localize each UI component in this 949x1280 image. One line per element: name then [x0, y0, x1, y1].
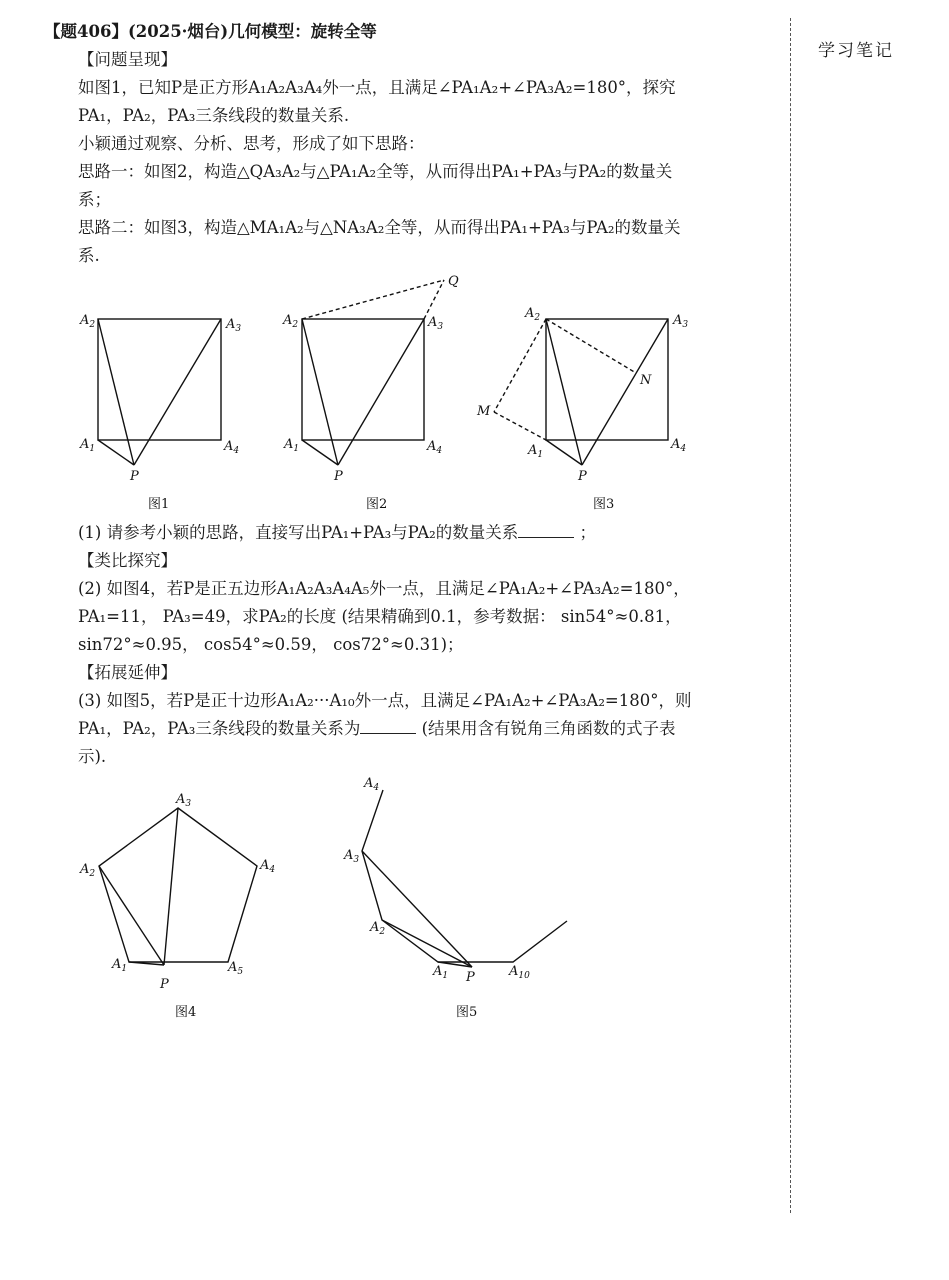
fig3-label-n: N: [640, 373, 652, 388]
fig3-caption: 图3: [593, 497, 615, 510]
fig4-label-a4: $A_4$: [260, 858, 276, 875]
question-2-line-2: PA₁=11， PA₃=49，求PA₂的长度 (结果精确到0.1，参考数据： sin54°≈0.81，: [78, 607, 682, 626]
answer-blank-1[interactable]: [518, 521, 574, 538]
fig1-label-p: P: [130, 469, 139, 484]
fig4-label-a3: $A_3$: [176, 792, 192, 809]
fig5-label-p: P: [466, 970, 475, 985]
fig4-label-a1: $A_1$: [112, 957, 128, 974]
fig5-label-a4: $A_4$: [364, 776, 380, 793]
fig2-label-p: P: [334, 469, 343, 484]
figures-4-5: [0, 775, 949, 1035]
section-heading-extension: 【拓展延伸】: [78, 663, 177, 682]
problem-statement: [78, 46, 778, 270]
figure-1: [98, 319, 221, 465]
figures-1-3: [0, 270, 949, 510]
fig5-label-a2: $A_2$: [370, 920, 386, 937]
fig2-label-q: Q: [448, 274, 459, 289]
fig4-label-p: P: [160, 977, 169, 992]
problem-line-3: 小颖通过观察、分析、思考，形成了如下思路：: [78, 134, 425, 153]
question-3-line-3: 示).: [78, 747, 107, 766]
fig1-caption: 图1: [148, 497, 170, 510]
answer-blank-3[interactable]: [360, 717, 416, 734]
question-2-line-3: sin72°≈0.95， cos54°≈0.59， cos72°≈0.31)；: [78, 635, 464, 654]
fig3-label-m: M: [477, 404, 491, 419]
fig4-label-a2: $A_2$: [80, 862, 96, 879]
fig4-label-a5: $A_5$: [228, 960, 244, 977]
fig2-caption: 图2: [366, 497, 388, 510]
fig2-label-a1: $A_1$: [284, 437, 300, 454]
fig5-caption: 图5: [456, 1005, 478, 1020]
questions: [78, 519, 778, 771]
fig3-label-p: P: [578, 469, 587, 484]
question-2-line-1: (2) 如图4，若P是正五边形A₁A₂A₃A₄A₅外一点，且满足∠PA₁A₂+∠PA₃A₂=180°，: [78, 579, 690, 598]
fig3-label-a4: $A_4$: [671, 437, 687, 454]
fig2-label-a2: $A_2$: [283, 313, 299, 330]
fig5-label-a1: $A_1$: [433, 964, 449, 981]
fig1-label-a4: $A_4$: [224, 439, 240, 456]
section-heading-analogy: 【类比探究】: [78, 551, 177, 570]
figure-5: [362, 790, 567, 967]
notes-title: 学习笔记: [818, 41, 894, 61]
idea-two-line-1: 思路二：如图3，构造△MA₁A₂与△NA₃A₂全等，从而得出PA₁+PA₃与PA₂的数量关: [78, 218, 681, 237]
problem-line-2: PA₁，PA₂，PA₃三条线段的数量关系.: [78, 106, 350, 125]
question-3-line-2: PA₁，PA₂，PA₃三条线段的数量关系为 (结果用含有锐角三角函数的式子表: [78, 719, 676, 738]
fig3-label-a1: $A_1$: [528, 443, 544, 460]
fig1-label-a2: $A_2$: [80, 313, 96, 330]
problem-line-1: 如图1，已知P是正方形A₁A₂A₃A₄外一点，且满足∠PA₁A₂+∠PA₃A₂=180°，探究: [78, 78, 676, 97]
fig4-caption: 图4: [175, 1005, 197, 1020]
figure-2: [302, 280, 444, 465]
fig3-label-a3: $A_3$: [673, 313, 689, 330]
question-tag: 【题406】: [44, 22, 128, 41]
idea-two-line-2: 系.: [78, 246, 100, 265]
figure-4: [99, 808, 257, 965]
fig2-label-a4: $A_4$: [427, 439, 443, 456]
question-topic: 几何模型：旋转全等: [228, 22, 377, 41]
fig3-label-a2: $A_2$: [525, 306, 541, 323]
fig5-label-a10: $A_{10}$: [509, 964, 530, 981]
section-heading-problem: 【问题呈现】: [78, 50, 177, 69]
question-header: [44, 18, 377, 42]
figure-3: [494, 319, 668, 465]
question-source: (2025·烟台): [127, 22, 229, 41]
idea-one-line-1: 思路一：如图2，构造△QA₃A₂与△PA₁A₂全等，从而得出PA₁+PA₃与PA₂的数量关: [78, 162, 673, 181]
question-3-line-1: (3) 如图5，若P是正十边形A₁A₂···A₁₀外一点，且满足∠PA₁A₂+∠PA₃A₂=180°，则: [78, 691, 692, 710]
fig5-label-a3: $A_3$: [344, 848, 360, 865]
fig2-label-a3: $A_3$: [428, 315, 444, 332]
idea-one-line-2: 系；: [78, 190, 111, 209]
fig1-label-a3: $A_3$: [226, 317, 242, 334]
question-1: (1) 请参考小颖的思路，直接写出PA₁+PA₃与PA₂的数量关系 ；: [78, 523, 597, 542]
fig1-label-a1: $A_1$: [80, 437, 96, 454]
